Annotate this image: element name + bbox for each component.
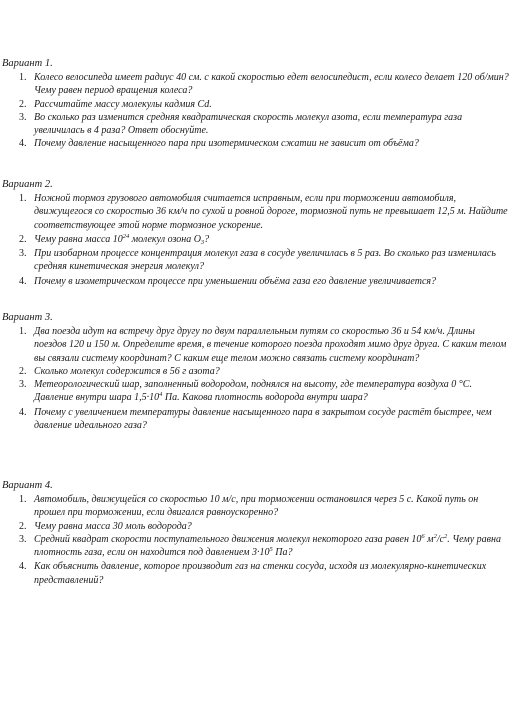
question-item <box>2 233 511 246</box>
question-text: Метеорологический шар, заполненный водородом, поднялся на высоту, где температура воздуха 0 °C. Давление внутри шара $1,5\cdot 10^4$ Па. Какова плотность водорода внутри шара? <box>34 379 472 404</box>
question-text: Как объяснить давление, которое производит газ на стенки сосуда, исходя из молекулярно-кинетических представлений? <box>34 561 487 586</box>
question-number: 1. <box>19 494 27 505</box>
question-item <box>2 111 511 138</box>
question-item <box>2 493 511 520</box>
question-number: 4. <box>19 406 27 418</box>
question-number: 1. <box>19 193 27 204</box>
question-list <box>2 493 511 587</box>
question-text: Почему давление насыщенного пара при изотермическом сжатии не зависит от объёма? <box>34 138 419 150</box>
variant-title: Вариант 2. <box>2 179 53 190</box>
question-text: Чему равна масса $10^{24}$ молекул озона $O_3$? <box>34 232 210 246</box>
variant-title: Вариант 3. <box>2 312 53 323</box>
question-item <box>2 325 511 365</box>
question-number: 3. <box>19 248 27 260</box>
question-item <box>2 275 511 288</box>
variant-4 <box>2 480 511 587</box>
question-number: 2. <box>19 233 27 245</box>
variant-title: Вариант 1. <box>2 58 53 69</box>
question-text: Автомобиль, движущейся со скоростью 10 м/с, при торможении остановился через 5 с. Какой путь он прошел при торможении, если двигался равноускоренно? <box>34 494 479 519</box>
question-text: Почему в изометрическом процессе при уменьшении объёма газа его давление увеличивается? <box>34 275 437 287</box>
variant-1 <box>2 58 511 151</box>
question-number: 4. <box>19 138 27 150</box>
question-text: Средний квадрат скорости поступательного движения молекул некоторого газа равен $10^6$ $м^2/с^2$. Чему равна плотность газа, если он находится под давлением $3\cdot 10^5$ Па? <box>34 532 501 559</box>
question-number: 3. <box>19 533 27 545</box>
question-item <box>2 378 511 405</box>
question-text: Ножной тормоз грузового автомобиля считается исправным, если при торможении автомобиля, движущегося со скоростью 36 км/ч по сухой и ровной дороге, тормозной путь не превышает 12,5 м. Найдите соответствующее этой норме тормозное ускорение. <box>34 193 508 231</box>
question-text: Колесо велосипеда имеет радиус 40 см. с какой скоростью едет велосипедист, если колесо делает 120 об/мин? Чему равен период вращения колеса? <box>34 72 509 97</box>
question-number: 3. <box>19 379 27 391</box>
question-item <box>2 520 511 533</box>
variant-3 <box>2 312 511 432</box>
question-number: 4. <box>19 275 27 287</box>
question-list <box>2 192 511 288</box>
question-text: Во сколько раз изменится средняя квадратическая скорость молекул азота, если температура газа увеличилась в 4 раза? Ответ обоснуйте. <box>34 111 463 137</box>
question-text: Рассчитайте массу молекулы кадмия Cd. <box>34 98 212 110</box>
question-text: Чему равна масса 30 моль водорода? <box>34 520 192 532</box>
question-number: 2. <box>19 520 27 532</box>
question-number: 4. <box>19 561 27 573</box>
question-item <box>2 137 511 150</box>
question-text: Два поезда идут на встречу друг другу по двум параллельным путям со скоростью 36 и 54 км/ч. Длины поездов 120 и 150 м. Определите время, в течение которого поезда проходят мимо друг друга. С каким телом вы связали систему координат? С каким еще телом можно связать систему координат? <box>34 326 507 364</box>
variant-title: Вариант 4. <box>2 480 53 491</box>
question-list <box>2 325 511 432</box>
question-list <box>2 71 511 151</box>
question-item <box>2 560 511 587</box>
question-item <box>2 192 511 232</box>
question-item <box>2 247 511 274</box>
variant-2 <box>2 179 511 288</box>
question-text: Сколько молекул содержится в 56 г азота? <box>34 365 220 377</box>
question-item <box>2 533 511 560</box>
question-number: 3. <box>19 111 27 123</box>
question-number: 2. <box>19 98 27 110</box>
question-item <box>2 98 511 111</box>
question-number: 1. <box>19 326 27 337</box>
question-item <box>2 406 511 433</box>
question-item <box>2 365 511 378</box>
question-text: При изобарном процессе концентрация молекул газа в сосуде увеличилась в 5 раз. Во сколько раз изменилась средняя кинетическая энергия молекул? <box>34 248 496 273</box>
question-item <box>2 71 511 98</box>
question-number: 1. <box>19 72 27 83</box>
question-number: 2. <box>19 365 27 377</box>
question-text: Почему с увеличением температуры давление насыщенного пара в закрытом сосуде растёт быстрее, чем давление идеального газа? <box>34 406 492 432</box>
